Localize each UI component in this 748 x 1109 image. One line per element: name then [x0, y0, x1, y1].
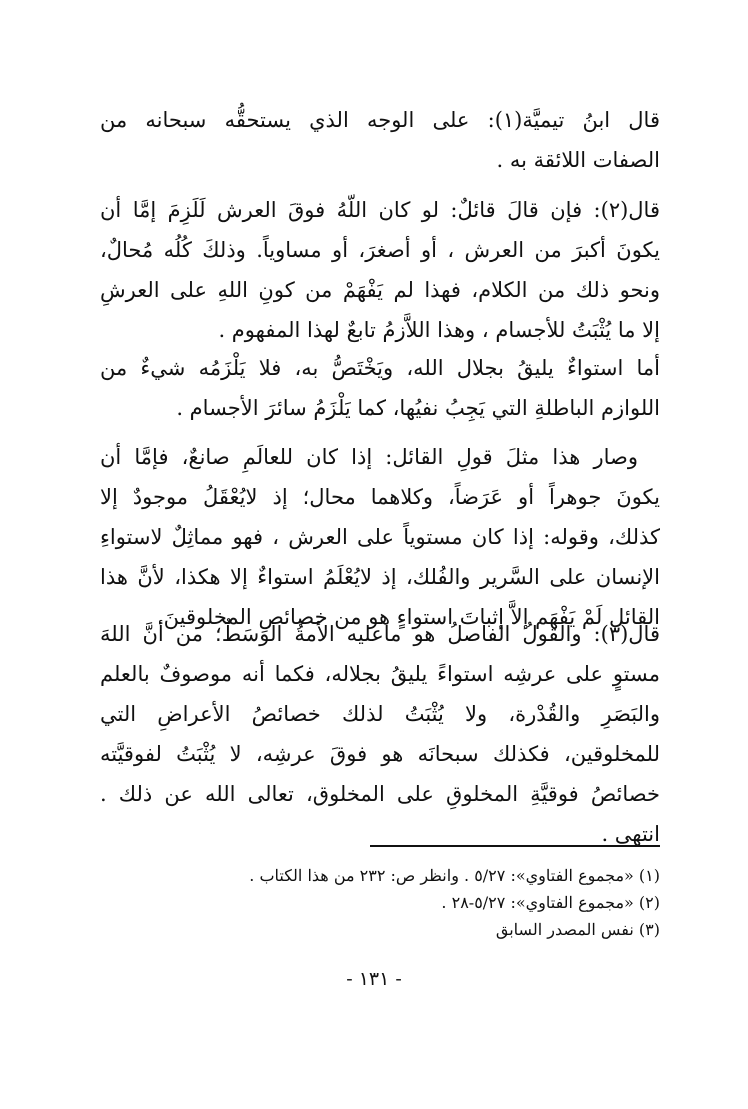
footnote-1: (١) «مجموع الفتاوي»: ٥/٢٧ . وانظر ص: ٢٣٢ من هذا الكتاب . — [249, 866, 660, 885]
text-line: الصفات اللائقة به . — [496, 148, 660, 172]
text-line: أما استواءٌ يليقُ بجلال الله، ويَخْتَصُّ به، فلا يَلْزَمُه شيءٌ من — [100, 356, 660, 380]
text-line: انتهى . — [601, 822, 660, 846]
footnotes — [100, 862, 660, 943]
text-line: ونحو ذلك من الكلام، فهذا لم يَفْهَمْ من كونِ اللهِ على العرشِ — [100, 278, 660, 302]
text-line: القائل لَمْ يَفْهَم إلاَّ إثباتَ استواءٍ هو من خصائصِ المخلوقينَ. — [157, 605, 660, 629]
text-line: الإنسان على السَّرير والفُلك، إذ لايُعْلَمُ استواءٌ إلا هكذا، لأنَّ هذا — [100, 565, 660, 589]
text-line: والبَصَرِ والقُدْرة، ولا يُثْبَتُ لذلك خصائصُ الأعراضِ التي — [100, 702, 660, 726]
footnote-2: (٢) «مجموع الفتاوي»: ٥/٢٧-٢٨ . — [441, 893, 660, 912]
page-number: - ١٣١ - — [346, 968, 402, 990]
text-line: كذلك، وقوله: إذا كان مستوياً على العرش ، فهو مماثِلٌ لاستواءِ — [100, 525, 660, 549]
text-line: اللوازم الباطلةِ التي يَجِبُ نفيُها، كما يَلْزَمُ سائرَ الأجسام . — [176, 396, 660, 420]
text-line: للمخلوقين، فكذلك سبحانَه هو فوقَ عرشِه، لا يُثْبَتُ لفوقيَّته — [100, 742, 660, 766]
paragraph-2 — [100, 190, 660, 350]
text-line: وصار هذا مثلَ قولِ القائل: إذا كان للعالَمِ صانعٌ، فإمَّا أن — [100, 445, 638, 469]
paragraph-1 — [100, 100, 660, 180]
footnote-divider — [370, 845, 660, 847]
text-line: خصائصُ فوقيَّةِ المخلوقِ على المخلوق، تعالى الله عن ذلك . — [100, 782, 660, 806]
text-line: قال(٢): فإن قالَ قائلٌ: لو كان اللّهُ فوقَ العرش لَلَزِمَ إمَّا أن — [100, 198, 660, 222]
paragraph-4 — [100, 437, 660, 637]
text-line: مستوٍ على عرشِه استواءً يليقُ بجلاله، فكما أنه موصوفٌ بالعلم — [100, 662, 660, 686]
paragraph-5 — [100, 614, 660, 854]
text-line: قال(٣): والقولُ الفاصلُ هو ماعليه الأمةُ الوسَطُ؛ من أنَّ اللهَ — [100, 622, 660, 646]
footnote-3: (٣) نفس المصدر السابق — [495, 920, 660, 939]
text-line: إلا ما يُثْبَتُ للأجسام ، وهذا اللاَّزمُ تابعٌ لهذا المفهوم . — [218, 318, 660, 342]
paragraph-3 — [100, 348, 660, 428]
text-line: يكونَ أكبرَ من العرش ، أو أصغرَ، أو مساوياً. وذلكَ كُلُه مُحالٌ، — [100, 238, 660, 262]
text-line: قال ابنُ تيميَّة(١): على الوجه الذي يستحقُّه سبحانه من — [100, 108, 660, 132]
text-line: يكونَ جوهراً أو عَرَضاً، وكلاهما محال؛ إذ لايُعْقَلُ موجودٌ إلا — [100, 485, 660, 509]
